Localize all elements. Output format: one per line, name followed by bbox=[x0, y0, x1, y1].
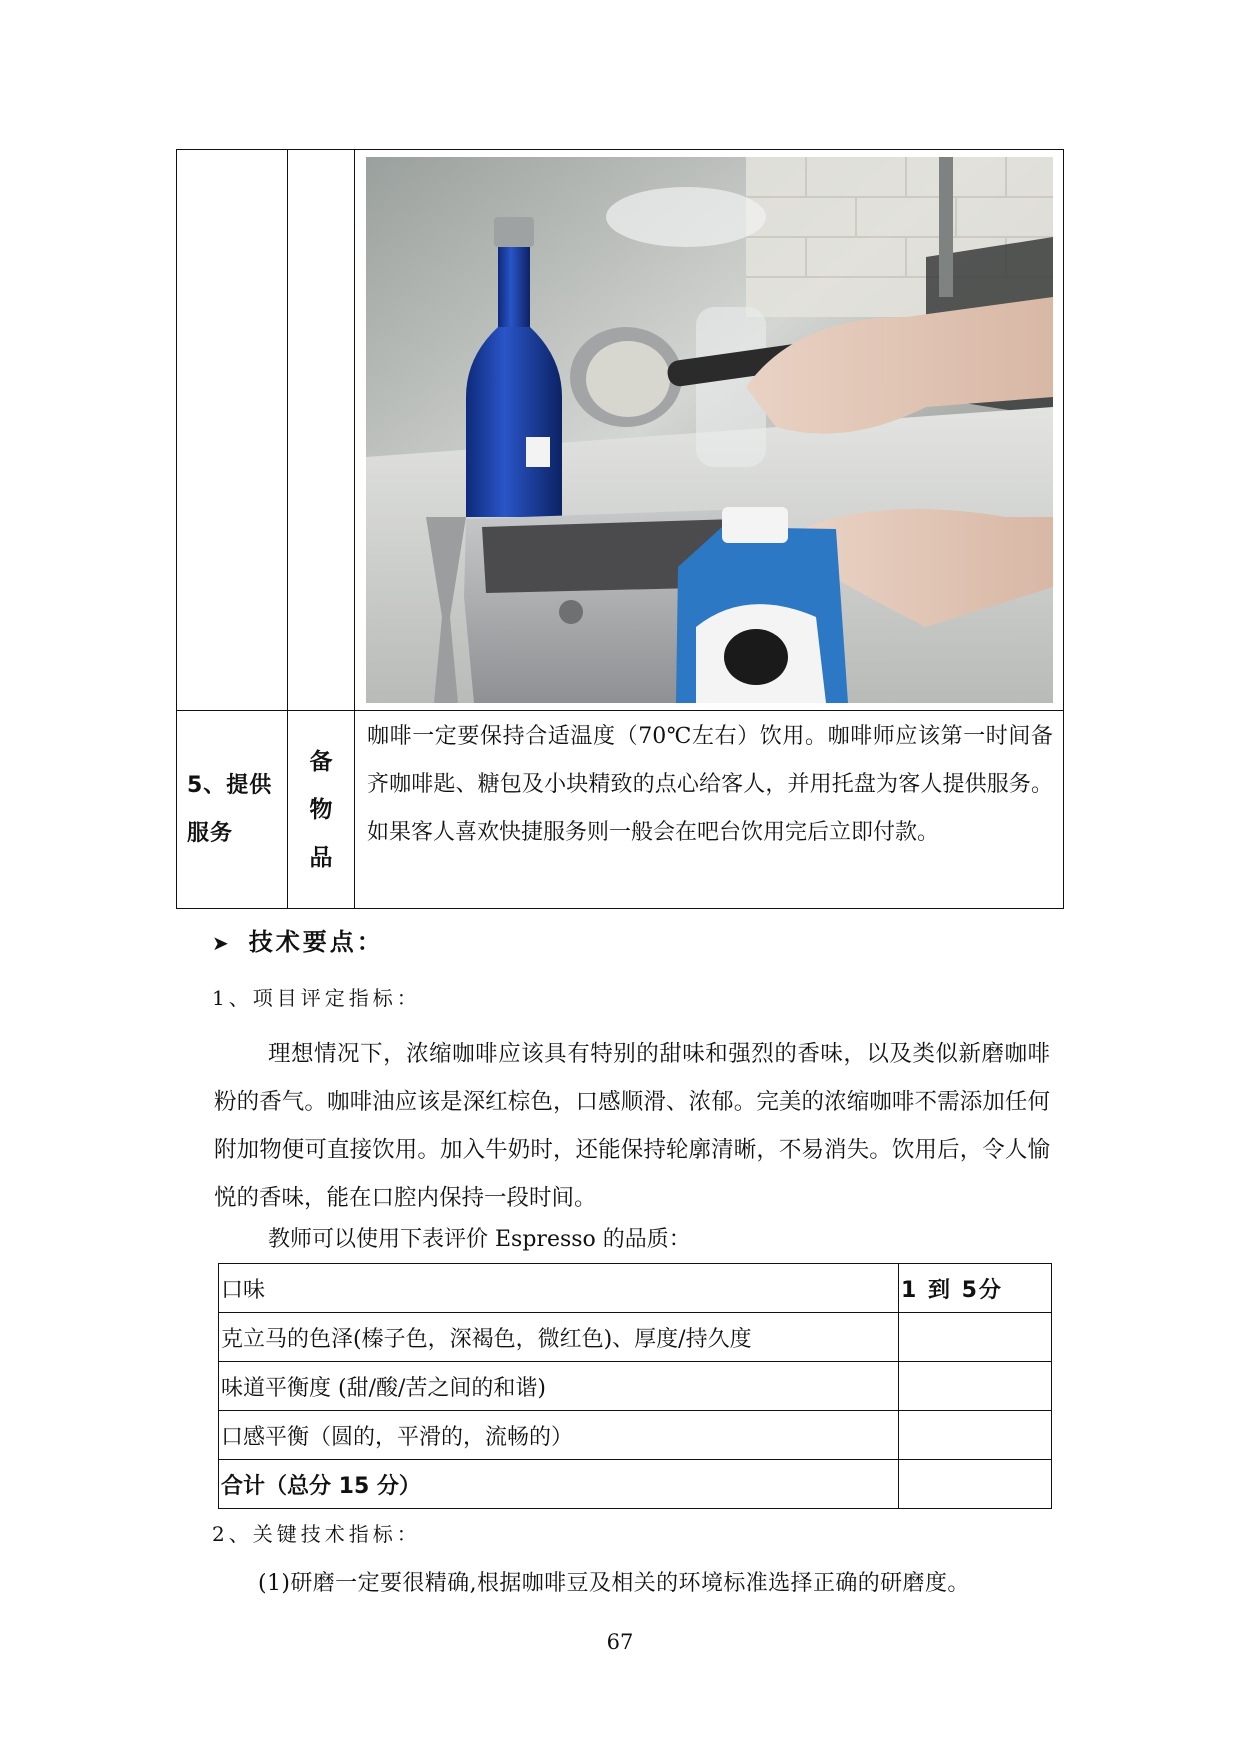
sub-heading-evaluation: 1、项目评定指标： bbox=[212, 986, 421, 1010]
process-step-table bbox=[176, 149, 1064, 909]
total-score bbox=[899, 1460, 1052, 1509]
step-item-char: 物 bbox=[309, 795, 333, 823]
total-label: 合计（总分 15 分） bbox=[219, 1460, 899, 1509]
table-intro: 教师可以使用下表评价 Espresso 的品质： bbox=[268, 1227, 691, 1252]
table-row bbox=[219, 1313, 1052, 1362]
sub-heading-key-tech: 2、关键技术指标： bbox=[212, 1522, 421, 1546]
step-item-char: 备 bbox=[309, 747, 333, 775]
step-title-line1: 5、提供 bbox=[187, 772, 273, 798]
table-header-row bbox=[219, 1264, 1052, 1313]
key-tech-item-1: (1)研磨一定要很精确,根据咖啡豆及相关的环境标准选择正确的研磨度。 bbox=[258, 1571, 970, 1596]
tech-heading bbox=[212, 922, 384, 957]
row-label: 味道平衡度 (甜/酸/苦之间的和谐) bbox=[219, 1362, 899, 1411]
row-label: 口感平衡（圆的，平滑的，流畅的） bbox=[219, 1411, 899, 1460]
table-row bbox=[219, 1411, 1052, 1460]
page-number: 67 bbox=[606, 1630, 634, 1654]
step-description: 咖啡一定要保持合适温度（70℃左右）饮用。咖啡师应该第一时间备齐咖啡匙、糖包及小块精致的点心给客人，并用托盘为客人提供服务。如果客人喜欢快捷服务则一般会在吧台饮用完后立即付款。 bbox=[355, 711, 1064, 909]
empty-step-cell bbox=[177, 150, 288, 711]
espresso-rating-table bbox=[218, 1263, 1052, 1509]
step-item-char: 品 bbox=[309, 843, 333, 871]
header-score: 1 到 5分 bbox=[899, 1264, 1052, 1313]
row-score bbox=[899, 1362, 1052, 1411]
header-label: 口味 bbox=[219, 1264, 899, 1313]
table-total-row bbox=[219, 1460, 1052, 1509]
empty-item-cell bbox=[288, 150, 355, 711]
row-score bbox=[899, 1313, 1052, 1362]
arrow-bullet-icon: ➤ bbox=[212, 931, 229, 955]
step-item-cell bbox=[288, 711, 355, 909]
barista-knocking-portafilter-photo bbox=[366, 157, 1053, 703]
tech-heading-text: 技术要点： bbox=[248, 928, 384, 956]
row-label: 克立马的色泽(榛子色，深褐色，微红色)、厚度/持久度 bbox=[219, 1313, 899, 1362]
step-title-line2: 服务 bbox=[187, 820, 234, 846]
table-row bbox=[219, 1362, 1052, 1411]
evaluation-paragraph: 理想情况下，浓缩咖啡应该具有特别的甜味和强烈的香味，以及类似新磨咖啡粉的香气。咖啡油应该是深红棕色，口感顺滑、浓郁。完美的浓缩咖啡不需添加任何附加物便可直接饮用。加入牛奶时，还能保持轮廓清晰，不易消失。饮用后，令人愉悦的香味，能在口腔内保持一段时间。 bbox=[214, 1041, 1050, 1211]
step-title-cell bbox=[177, 711, 288, 909]
photo-cell bbox=[355, 150, 1064, 711]
row-score bbox=[899, 1411, 1052, 1460]
